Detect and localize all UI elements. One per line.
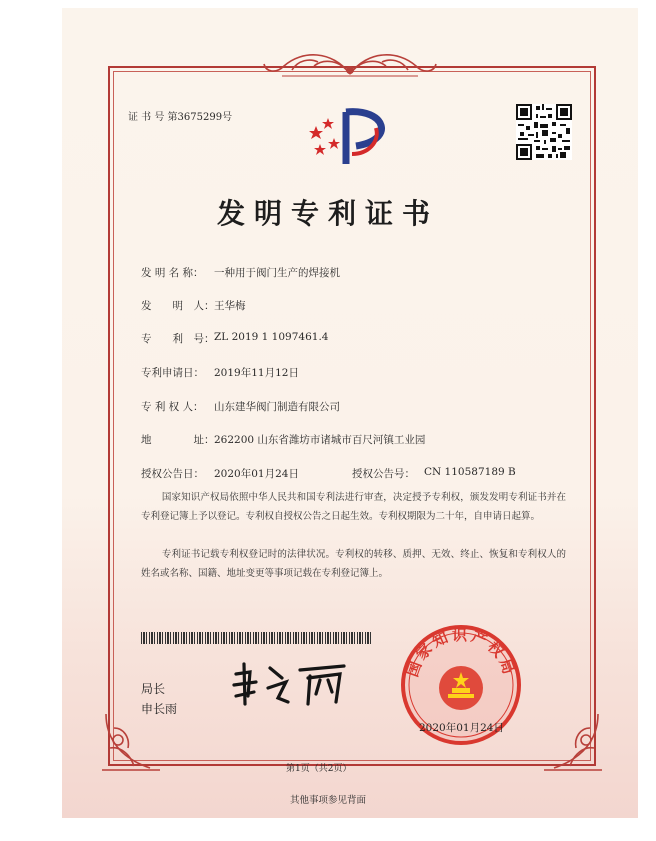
corner-ornament-icon [540,708,604,774]
field-value-patent-number: ZL 2019 1 1097461.4 [214,331,329,343]
grant-number-label: 授权公告号： [352,468,415,480]
signatory-name: 申长雨 [141,702,178,716]
field-label-patentee: 专 利 权 人： [141,401,204,413]
grant-date-value: 2020年01月24日 [214,468,299,480]
field-label-application-date: 专利申请日： [141,367,204,379]
grant-date-label: 授权公告日： [141,468,204,480]
grant-number-value: CN 110587189 B [424,466,516,478]
footer-note: 其他事项参见背面 [290,795,367,806]
certificate-title: 发明专利证书 [216,197,439,230]
barcode-icon [141,632,373,644]
patent-office-logo-icon [306,104,400,170]
field-label-address: 地 址： [141,434,215,446]
certificate-number: 证 书 号 第3675299号 [128,112,233,123]
field-value-application-date: 2019年11月12日 [214,367,299,379]
seal-date: 2020年01月24日 [419,722,504,734]
field-label-invention-name: 发 明 名 称： [141,267,204,279]
handwritten-signature [228,658,354,708]
qr-code-icon [516,104,572,160]
field-label-inventor: 发 明 人： [141,300,215,312]
top-ornament-icon [262,46,438,80]
field-label-patent-number: 专 利 号： [141,333,215,345]
certificate-paragraph-2: 专利证书记载专利权登记时的法律状况。专利权的转移、质押、无效、终止、恢复和专利权人的姓名或名称、国籍、地址变更等事项记载在专利登记簿上。 [141,549,566,579]
corner-ornament-icon [100,708,164,774]
field-value-address: 262200 山东省潍坊市诸城市百尺河镇工业园 [214,434,426,446]
certificate-paragraph-1: 国家知识产权局依照中华人民共和国专利法进行审查，决定授予专利权，颁发发明专利证书并在专利登记簿上予以登记。专利权自授权公告之日起生效。专利权期限为二十年，自申请日起算。 [141,492,566,522]
signatory-title: 局长 [141,682,166,696]
field-value-invention-name: 一种用于阀门生产的焊接机 [214,267,340,279]
page-info: 第1页（共2页） [286,764,352,774]
svg-text:国家知识产权局: 国家知识产权局 [403,626,519,680]
field-value-inventor: 王华梅 [214,300,246,312]
field-value-patentee: 山东建华阀门制造有限公司 [214,401,340,413]
